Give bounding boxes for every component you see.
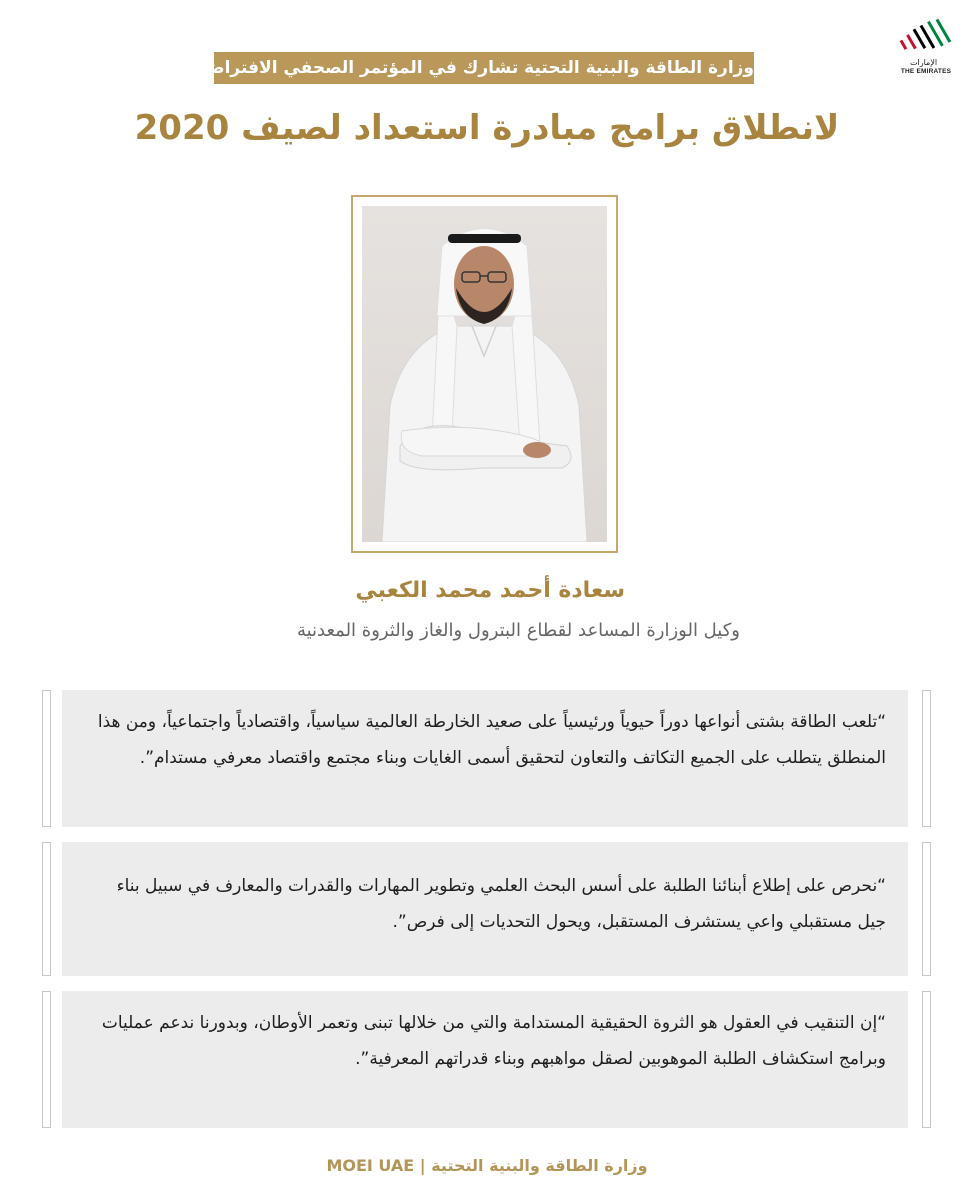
person-name: سعادة أحمد محمد الكعبي [355, 578, 625, 603]
person-silhouette [362, 206, 607, 542]
subtitle-band: وزارة الطاقة والبنية التحتية تشارك في المؤتمر الصحفي الافتراضي [214, 52, 754, 84]
quote-box-3 [62, 991, 908, 1128]
person-role: وكيل الوزارة المساعد لقطاع البترول والغاز والثروة المعدنية [296, 620, 740, 641]
logo-arabic-text: الإمارات [910, 58, 938, 67]
quote-box-2 [62, 842, 908, 976]
quote-bracket-right [922, 842, 931, 976]
logo-english-text: THE EMIRATES [900, 68, 952, 75]
page-title: لانطلاق برامج مبادرة استعداد لصيف 2020 [134, 108, 840, 148]
portrait-frame [351, 195, 618, 553]
emirates-logo [896, 18, 956, 78]
quote-bracket-right [922, 991, 931, 1128]
footer-text: وزارة الطاقة والبنية التحتية | MOEI UAE [326, 1156, 648, 1175]
quote-bracket-right [922, 690, 931, 827]
quote-box-1 [62, 690, 908, 827]
quote-bracket-left [42, 842, 51, 976]
quote-bracket-left [42, 690, 51, 827]
quote-bracket-left [42, 991, 51, 1128]
quote-text-1: “تلعب الطاقة بشتى أنواعها دوراً حيوياً ورئيسياً على صعيد الخارطة العالمية سياسياً، واقتصادياً واجتماعياً، ومن هذا المنطلق يتطلب على الجميع التكاتف والتعاون لتحقيق أسمى الغايات وبناء مجتمع واقتصاد معرفي مستدام”. [97, 712, 886, 768]
portrait-photo [362, 206, 607, 542]
emirates-logo-icon [896, 18, 956, 58]
quote-text-3: “إن التنقيب في العقول هو الثروة الحقيقية المستدامة والتي من خلالها تبنى وتعمر الأوطان، وبدورنا ندعم عمليات وبرامج استكشاف الطلبة الموهوبين لصقل مواهبهم وبناء قدراتهم المعرفية”. [101, 1013, 886, 1069]
quote-text-2: “نحرص على إطلاع أبنائنا الطلبة على أسس البحث العلمي وتطوير المهارات والقدرات والمعارف في سبيل بناء جيل مستقبلي واعي يستشرف المستقبل، ويحول التحديات إلى فرص”. [116, 876, 886, 932]
